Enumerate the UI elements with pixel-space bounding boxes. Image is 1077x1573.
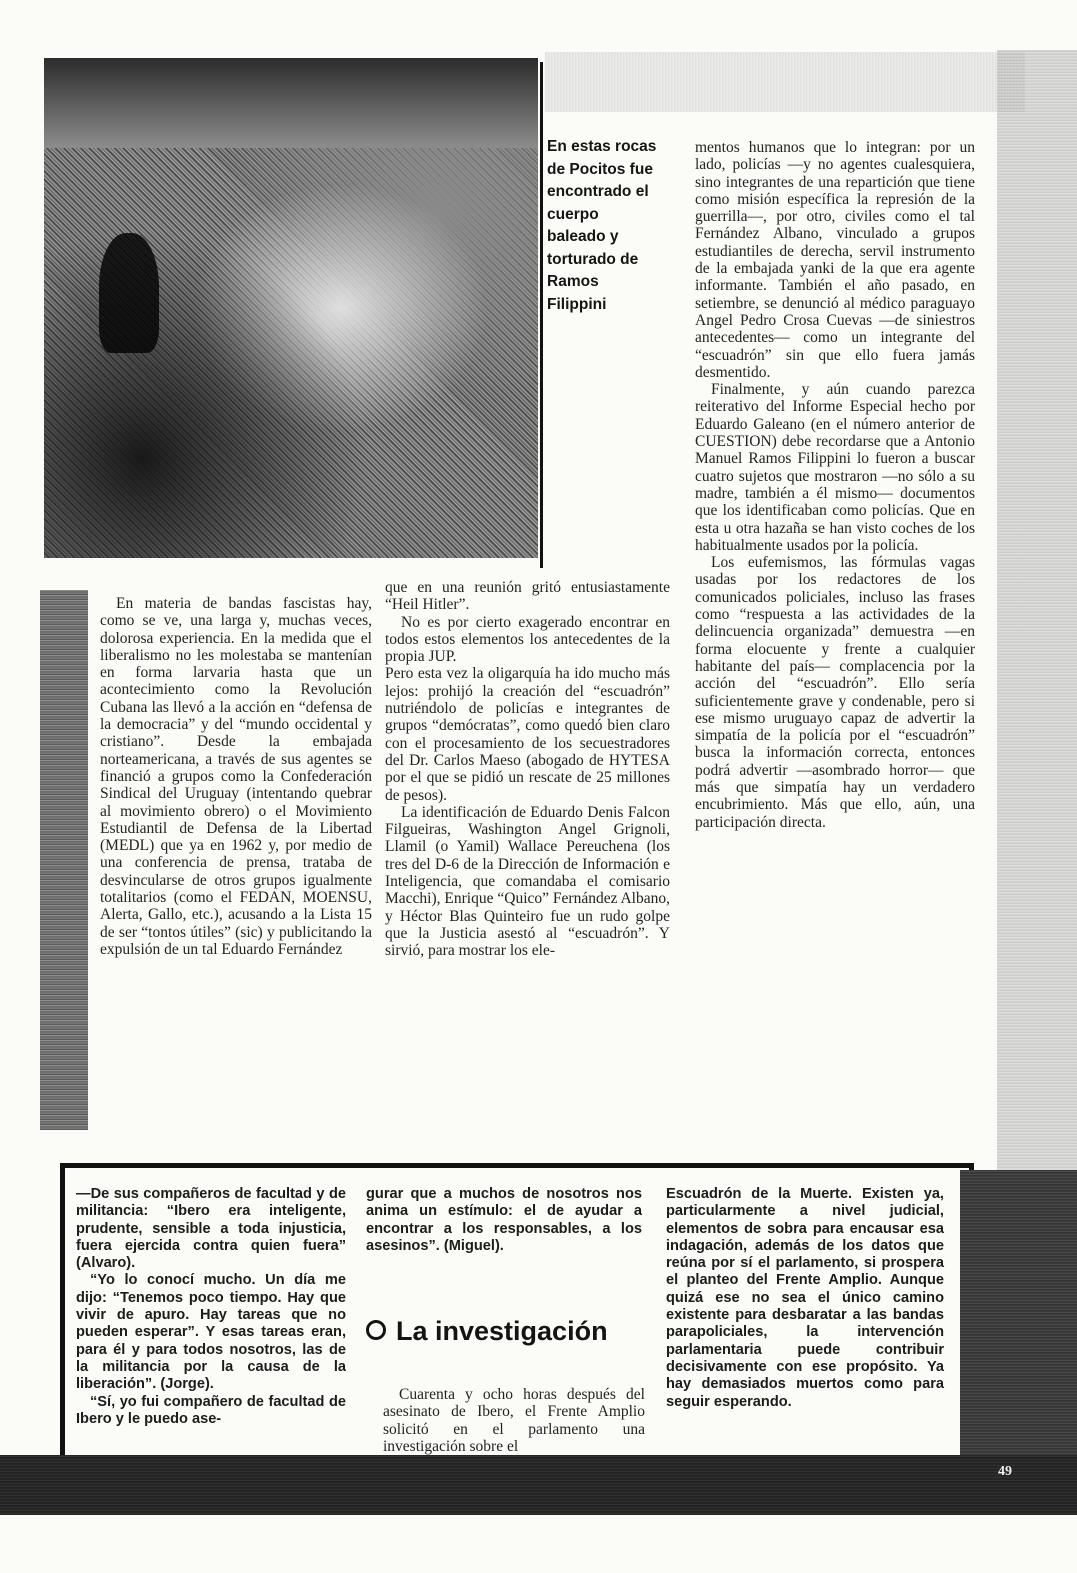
section-heading-text: La investigación: [396, 1316, 608, 1346]
photo-figure: [99, 233, 159, 353]
paragraph: Pero esta vez la oligarquía ha ido mucho más lejos: prohijó la creación del “escuadrón” nutriéndolo de policías e integrantes de grupos “demócratas”, como quedó bien claro con el procesamiento de los secuestradores del Dr. Carlos Maeso (abogado de HYTESA por el que se pidió un rescate de 25 millones de pesos).: [385, 665, 670, 804]
photo-caption: En estas rocas de Pocitos fue encontrado el cuerpo baleado y torturado de Ramos Filippini: [547, 138, 657, 313]
scan-noise-left: [40, 590, 88, 1130]
paragraph: No es por cierto exagerado encontrar en todos estos elementos los antecedentes de la propia JUP.: [385, 613, 670, 666]
box-column-c: [666, 1186, 944, 1411]
paragraph: Los eufemismos, las fórmulas vagas usadas por los redactores de los comunicados policiales, incluso las frases como “respuesta a las actividades de la delincuencia organizada” demuestra —en forma elocuente y frente a cualquier habitante del país— complacencia por la acción del “escuadrón”. Ello sería suficientemente grave y condenable, pero si ese mismo uruguayo capaz de advertir la simpatía de la policía por el “escuadrón” busca la información correcta, entonces podrá advertir —asombrado horror— que más que simpatía hay un verdadero encubrimiento. Más que ello, aún, una participación directa.: [695, 554, 975, 831]
section-heading: [366, 1316, 656, 1346]
box-column-b: [366, 1186, 642, 1255]
paragraph: que en una reunión gritó entusiastamente “Heil Hitler”.: [385, 579, 670, 614]
paragraph: “Sí, yo fui compañero de facultad de Ibero y le puedo ase-: [76, 1393, 346, 1427]
paragraph: La identificación de Eduardo Denis Falcon Filgueiras, Washington Angel Grignoli, Llamil (o Yamil) Wallace Pereuchena (los tres del D-6 de la Dirección de Información e Inteligencia, que comandaba el comisario Macchi), Enrique “Quico” Fernández Albano, y Héctor Blas Quinteiro fue un rudo golpe que la Justicia asestó al “escuadrón”. Y sirvió, para mostrar los ele-: [385, 803, 670, 960]
page-number: 49: [998, 1464, 1012, 1479]
paragraph: “Yo lo conocí mucho. Un día me dijo: “Tenemos poco tiempo. Hay que vivir de apuro. Hay tareas que no pueden esperar”. Y esas tareas eran, para él y para todos nosotros, las de la militancia por la causa de la liberación”. (Jorge).: [76, 1272, 346, 1393]
box-column-a: [76, 1186, 346, 1428]
paragraph: gurar que a muchos de nosotros nos anima un estímulo: el de ayudar a encontrar a los responsables, a los asesinos”. (Miguel).: [366, 1186, 642, 1254]
vertical-rule: [540, 62, 543, 568]
scan-noise-bottom: [0, 1455, 1077, 1515]
paragraph: mentos humanos que lo integran: por un lado, policías —y no agentes cualesquiera, sino integrantes de una repartición que tiene como misión específica la represión de la guerrilla—, por otro, civiles como el tal Fernández Albano, vinculado a grupos estudiantiles de derecha, servil instrumento de la embajada yanki de la que era agente informante. También el año pasado, en setiembre, se denunció al médico paraguayo Angel Pedro Crosa Cuevas —de siniestros antecedentes— como un integrante del “escuadrón” sin que ello fuera jamás desmentido.: [695, 139, 975, 381]
paragraph: Escuadrón de la Muerte. Existen ya, particularmente a nivel judicial, elementos de sobra para encausar esa indagación, además de los datos que reúna por sí el parlamento, si prospera el planteo del Frente Amplio. Aunque quizá ese no sea el único camino existente para desbaratar a las bandas parapoliciales, la intervención parlamentaria puede contribuir decisivamente con ese propósito. Ya hay demasiados muertos como para seguir esperando.: [666, 1186, 944, 1410]
article-column-b: [385, 579, 670, 960]
article-column-c: [695, 139, 975, 831]
paragraph: En materia de bandas fascistas hay, como se ve, una larga y, muchas veces, dolorosa experiencia. En la medida que el liberalismo no les molestaba se mantenían en forma larvaria hasta que un acontecimiento como la Revolución Cubana las llevó a la acción en “defensa de la democracia” y del “mundo occidental y cristiano”. Desde la embajada norteamericana, a través de sus agentes se financió a grupos como la Confederación Sindical del Uruguay (intentando quebrar al movimiento obrero) o el Movimiento Estudiantil de Defensa de la Libertad (MEDL) que ya en 1962 y, por medio de una conferencia de prensa, trataba de desvincularse de otros grupos igualmente totalitarios (como el FEDAN, MOENSU, Alerta, Gallo, etc.), acusando a la Lista 15 de ser “tontos útiles” (sic) y publicitando la expulsión de un tal Eduardo Fernández: [100, 595, 372, 958]
bullet-circle-icon: [366, 1320, 386, 1340]
paragraph: —De sus compañeros de facultad y de militancia: “Ibero era inteligente, prudente, sensible a toda injusticia, fuera ejercida contra quien fuera” (Alvaro).: [76, 1186, 346, 1272]
scan-noise-top: [545, 52, 1025, 112]
section-text: [383, 1386, 645, 1456]
paragraph: Cuarenta y ocho horas después del asesinato de Ibero, el Frente Amplio solicitó en el parlamento una investigación sobre el: [383, 1386, 645, 1456]
photo-sea: [44, 58, 538, 148]
article-column-a: [100, 595, 372, 958]
paragraph: Finalmente, y aún cuando parezca reiterativo del Informe Especial hecho por Eduardo Galeano (en el número anterior de CUESTION) debe recordarse que a Antonio Manuel Ramos Filippini lo fueron a buscar cuatro sujetos que mostraron —no sólo a su madre, también a él mismo— documentos que los identificaban como policías. Que en esta u otra hazaña se han visto coches de los habitualmente usados por la policía.: [695, 381, 975, 554]
scan-noise-right: [997, 50, 1077, 1300]
rocks-photo: [44, 58, 538, 558]
